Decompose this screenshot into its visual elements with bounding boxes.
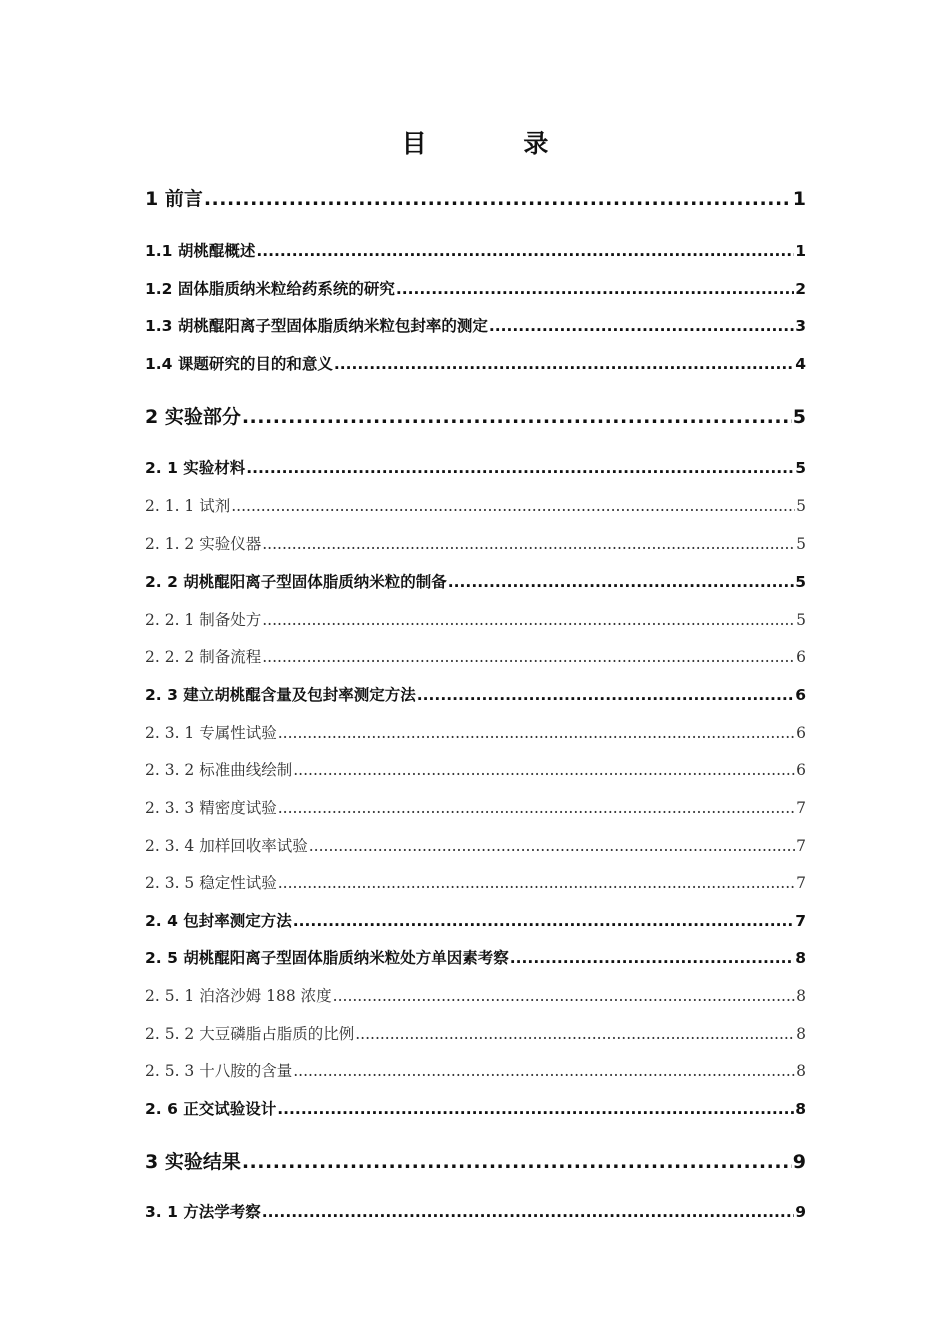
toc-page-number: 5 [796,535,806,553]
toc-page-number: 8 [796,1025,806,1043]
toc-leader-dots [489,317,794,335]
toc-leader-dots [256,242,794,260]
toc-page-number: 9 [795,1203,806,1221]
toc-page-number: 8 [795,1100,806,1118]
toc-entry[interactable] [145,184,806,210]
toc-entry-label: 1.2 固体脂质纳米粒给药系统的研究 [145,280,395,298]
toc-entry[interactable] [145,984,806,1006]
toc-entry-label: 2. 6 正交试验设计 [145,1100,277,1118]
toc-page-number: 4 [795,355,806,373]
toc-page-number: 6 [796,648,806,666]
toc-leader-dots [293,912,794,930]
toc-page-number: 5 [795,459,806,477]
toc-entry-label: 2 实验部分 [145,406,241,428]
toc-leader-dots [262,648,795,666]
toc-entry-label: 2. 2. 1 制备处方 [145,611,262,629]
toc-page-number: 5 [795,573,806,591]
toc-entry-label: 2. 2. 2 制备流程 [145,648,262,666]
toc-leader-dots [262,535,795,553]
toc-entry[interactable] [145,1147,806,1173]
toc-leader-dots [293,1062,795,1080]
toc-entry[interactable] [145,946,806,968]
toc-entry[interactable] [145,1097,806,1119]
toc-leader-dots [242,1151,792,1173]
toc-page-number: 9 [792,1151,806,1173]
toc-page-number: 8 [796,987,806,1005]
toc-page-number: 8 [795,949,806,967]
toc-entry[interactable] [145,456,806,478]
toc-entry-label: 2. 3. 5 稳定性试验 [145,874,277,892]
toc-leader-dots [204,188,792,210]
toc-entry[interactable] [145,239,806,261]
toc-leader-dots [246,459,794,477]
toc-entry[interactable] [145,570,806,592]
toc-entry[interactable] [145,871,806,893]
toc-page-number: 6 [796,761,806,779]
toc-page-number: 8 [796,1062,806,1080]
toc-leader-dots [417,686,794,704]
toc-leader-dots [293,761,795,779]
toc-entry-label: 2. 3. 3 精密度试验 [145,799,277,817]
toc-entry[interactable] [145,758,806,780]
toc-leader-dots [278,724,795,742]
toc-page-number: 6 [796,724,806,742]
toc-entry-label: 1.1 胡桃醌概述 [145,242,256,260]
toc-leader-dots [355,1025,795,1043]
toc-leader-dots [448,573,794,591]
toc-entry-label: 2. 5 胡桃醌阳离子型固体脂质纳米粒处方单因素考察 [145,949,509,967]
toc-entry-label: 2. 5. 2 大豆磷脂占脂质的比例 [145,1025,355,1043]
toc-entry-label: 1.3 胡桃醌阳离子型固体脂质纳米粒包封率的测定 [145,317,488,335]
toc-leader-dots [510,949,794,967]
toc-leader-dots [278,874,795,892]
toc-entry-label: 2. 5. 3 十八胺的含量 [145,1062,293,1080]
toc-entry-label: 2. 1. 1 试剂 [145,497,231,515]
toc-entry[interactable] [145,796,806,818]
toc-page-number: 1 [792,188,806,210]
toc-entry[interactable] [145,721,806,743]
toc-entry-label: 2. 4 包封率测定方法 [145,912,292,930]
toc-leader-dots [309,837,795,855]
toc-entry-label: 2. 1 实验材料 [145,459,246,477]
toc-entry-label: 2. 3. 2 标准曲线绘制 [145,761,293,779]
toc-page-number: 7 [795,912,806,930]
toc-entry[interactable] [145,402,806,428]
toc-entry[interactable] [145,494,806,516]
toc-entry[interactable] [145,277,806,299]
toc-page-number: 7 [796,837,806,855]
toc-entry[interactable] [145,532,806,554]
toc-entry-label: 2. 3. 1 专属性试验 [145,724,277,742]
toc-entry[interactable] [145,314,806,336]
toc-leader-dots [231,497,795,515]
toc-leader-dots [334,355,794,373]
toc-entry[interactable] [145,1059,806,1081]
toc-page-number: 7 [796,799,806,817]
toc-page-number: 2 [795,280,806,298]
toc-page-number: 6 [795,686,806,704]
toc-entry[interactable] [145,683,806,705]
toc-leader-dots [333,987,795,1005]
toc-entry[interactable] [145,608,806,630]
toc-leader-dots [242,406,792,428]
toc-page-number: 7 [796,874,806,892]
toc-entry-label: 2. 5. 1 泊洛沙姆 188 浓度 [145,987,332,1005]
toc-entry-label: 2. 1. 2 实验仪器 [145,535,262,553]
toc-page-number: 5 [792,406,806,428]
toc-leader-dots [396,280,794,298]
toc-leader-dots [278,799,795,817]
toc-entry[interactable] [145,1022,806,1044]
toc-entry-label: 1 前言 [145,188,203,210]
toc-entry-label: 3 实验结果 [145,1151,241,1173]
toc-entry[interactable] [145,909,806,931]
toc-entry-label: 2. 3 建立胡桃醌含量及包封率测定方法 [145,686,416,704]
toc-entry[interactable] [145,352,806,374]
toc-page-number: 1 [795,242,806,260]
toc-page-number: 5 [796,611,806,629]
toc-page-number: 5 [796,497,806,515]
toc-leader-dots [277,1100,794,1118]
toc-entry-label: 2. 2 胡桃醌阳离子型固体脂质纳米粒的制备 [145,573,447,591]
toc-entry-label: 1.4 课题研究的目的和意义 [145,355,333,373]
toc-page-number: 3 [795,317,806,335]
page-title: 目 录 [401,129,593,158]
toc-entry[interactable] [145,834,806,856]
toc-entry[interactable] [145,1200,806,1222]
toc-entry[interactable] [145,645,806,667]
toc-leader-dots [262,1203,794,1221]
toc-entry-label: 3. 1 方法学考察 [145,1203,261,1221]
toc-entry-label: 2. 3. 4 加样回收率试验 [145,837,308,855]
toc-leader-dots [262,611,795,629]
